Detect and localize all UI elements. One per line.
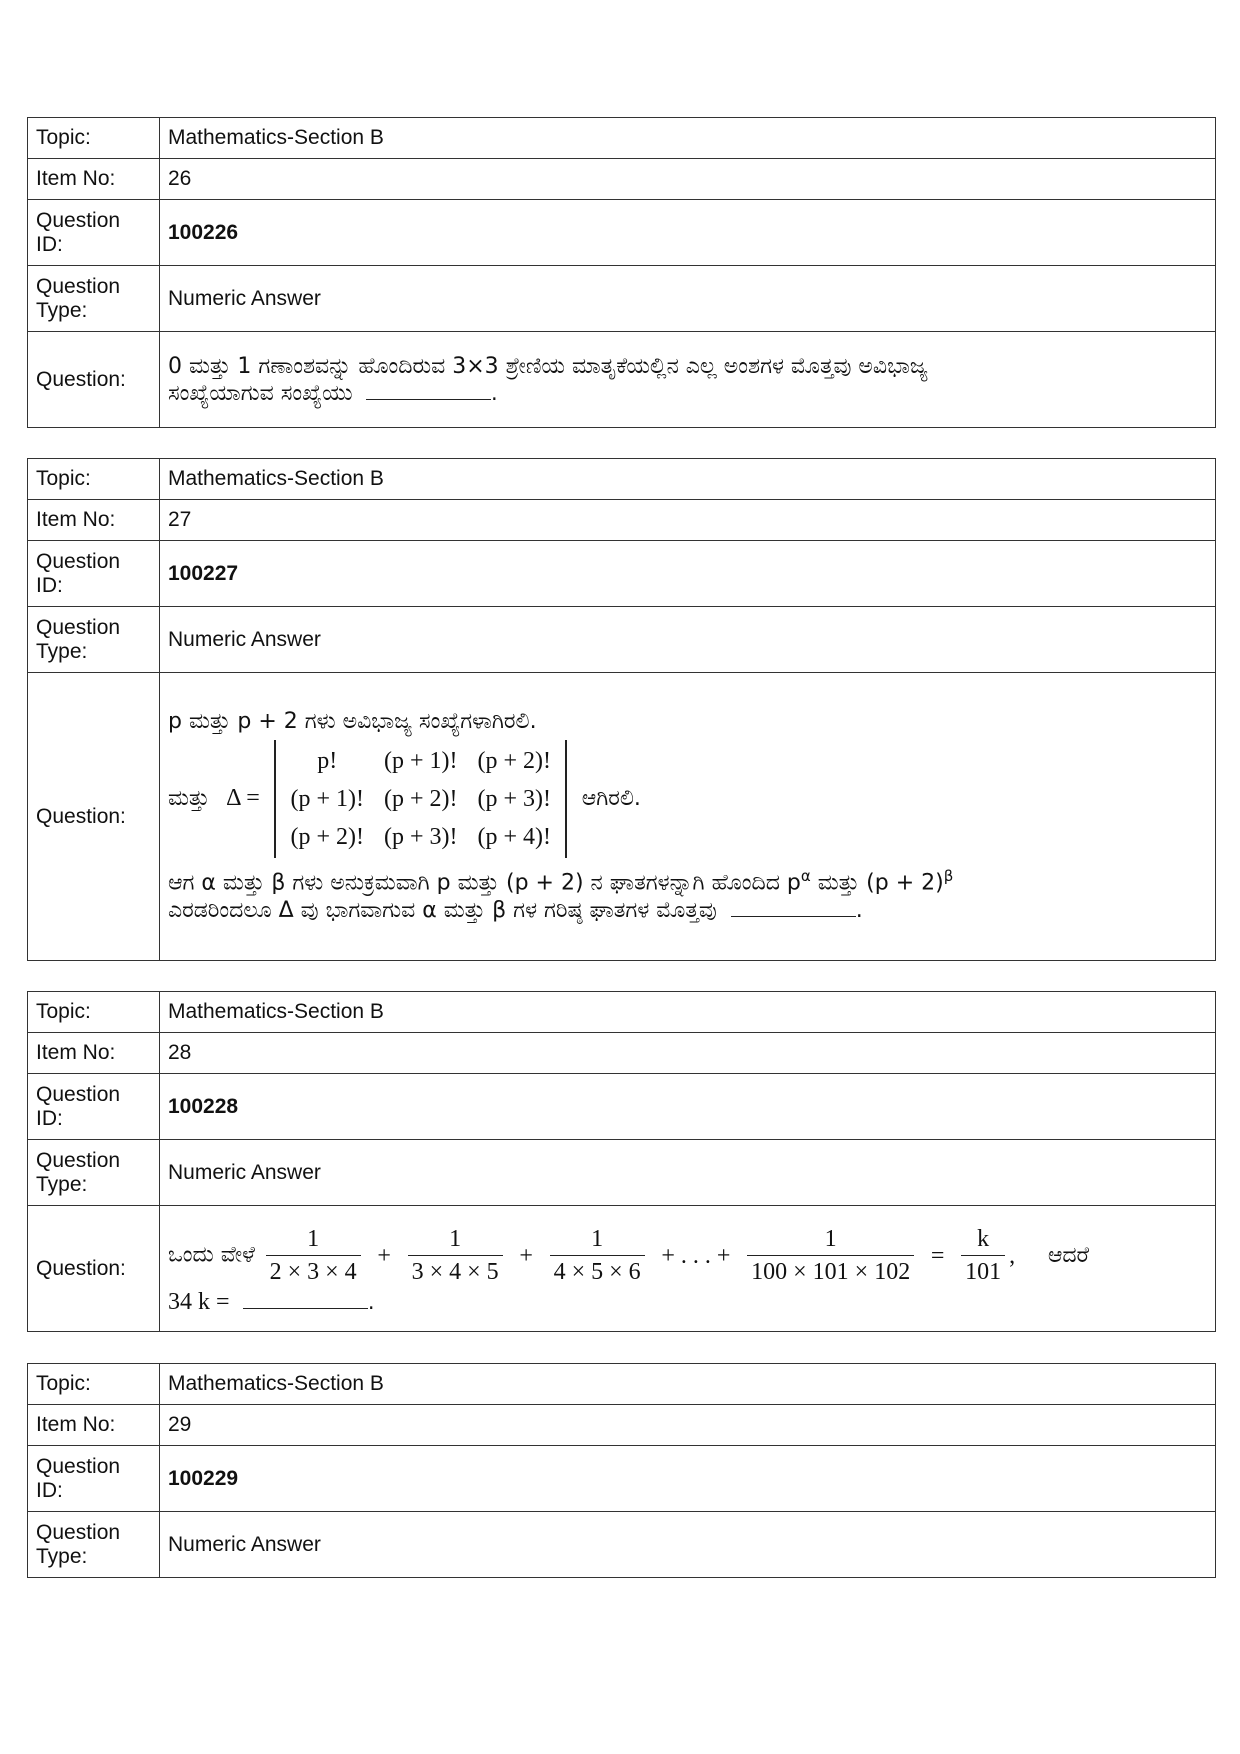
question-type-label: Question Type:	[28, 607, 160, 673]
fraction	[747, 1223, 914, 1288]
item-no-value: 26	[160, 159, 1216, 200]
det-cell: (p + 1)!	[290, 786, 364, 813]
numerator: 1	[591, 1226, 604, 1252]
period: .	[490, 380, 498, 405]
period: .	[367, 1290, 375, 1314]
question-label: Question:	[28, 332, 160, 428]
topic-label: Topic:	[28, 118, 160, 159]
line3-part-b: ಮತ್ತು (p + 2)	[810, 870, 944, 896]
determinant	[274, 740, 567, 858]
line4-text: ಎರಡರಿಂದಲೂ Δ ವು ಭಾಗವಾಗುವ α ಮತ್ತು β ಗಳ ಗರಿಷ್ಠ ಘಾತಗಳ ಮೊತ್ತವು	[168, 897, 717, 923]
item-no-label: Item No:	[28, 1033, 160, 1074]
beta-superscript: β	[943, 867, 954, 886]
line3-part-a: ಆಗ α ಮತ್ತು β ಗಳು ಅನುಕ್ರಮವಾಗಿ p ಮತ್ತು (p + 2) ನ ಘಾತಗಳನ್ನಾಗಿ ಹೊಂದಿದ p	[168, 870, 801, 896]
question-label: Question:	[28, 1206, 160, 1332]
item-no-label: Item No:	[28, 500, 160, 541]
question-text	[160, 1206, 1216, 1332]
question-line-1: p ಮತ್ತು p + 2 ಗಳು ಅವಿಭಾಜ್ಯ ಸಂಖ್ಯೆಗಳಾಗಿರಲಿ.	[168, 709, 537, 735]
question-text	[160, 332, 1216, 428]
question-block-29	[27, 1363, 1216, 1578]
det-cell: (p + 3)!	[477, 786, 552, 813]
answer-blank	[731, 896, 856, 917]
numerator: 1	[307, 1226, 320, 1252]
question-id-label: Question ID:	[28, 1074, 160, 1140]
ellipsis-plus: + . . . +	[661, 1242, 731, 1269]
alpha-superscript: α	[800, 867, 811, 886]
fraction	[550, 1223, 645, 1288]
determinant-line	[168, 740, 1207, 858]
topic-label: Topic:	[28, 992, 160, 1033]
item-no-value: 27	[160, 500, 1216, 541]
question-block-28	[27, 991, 1216, 1332]
topic-label: Topic:	[28, 459, 160, 500]
period: .	[855, 897, 863, 923]
question-line-1: 0 ಮತ್ತು 1 ಗಣಾಂಶವನ್ನು ಹೊಂದಿರುವ 3×3 ಶ್ರೇಣಿಯ ಮಾತೃಕೆಯಲ್ಲಿನ ಎಲ್ಲ ಅಂಶಗಳ ಮೊತ್ತವು ಅವಿಭಾಜ್ಯ	[168, 353, 928, 379]
question-id-value: 100228	[160, 1074, 1216, 1140]
plus-sign: +	[377, 1242, 391, 1269]
question-line-2	[168, 1288, 1207, 1314]
question-type-label: Question Type:	[28, 1512, 160, 1578]
denominator: 100 × 101 × 102	[747, 1255, 914, 1288]
topic-value: Mathematics-Section B	[160, 992, 1216, 1033]
question-id-value: 100226	[160, 200, 1216, 266]
question-id-label: Question ID:	[28, 200, 160, 266]
equals-sign: =	[930, 1242, 945, 1269]
answer-blank	[366, 379, 491, 400]
denominator: 3 × 4 × 5	[408, 1255, 503, 1288]
item-no-label: Item No:	[28, 1405, 160, 1446]
question-type-value: Numeric Answer	[160, 1140, 1216, 1206]
pre-det-text: ಮತ್ತು	[168, 786, 210, 812]
question-id-value: 100229	[160, 1446, 1216, 1512]
prefix-text: ಒಂದು ವೇಳೆ	[168, 1242, 255, 1268]
topic-value: Mathematics-Section B	[160, 118, 1216, 159]
question-id-label: Question ID:	[28, 541, 160, 607]
question-id-value: 100227	[160, 541, 1216, 607]
det-cell: (p + 1)!	[384, 748, 458, 775]
item-no-label: Item No:	[28, 159, 160, 200]
question-type-value: Numeric Answer	[160, 1512, 1216, 1578]
question-line-2: ಸಂಖ್ಯೆಯಾಗುವ ಸಂಖ್ಯೆಯು	[168, 380, 353, 406]
question-type-label: Question Type:	[28, 1140, 160, 1206]
question-type-value: Numeric Answer	[160, 607, 1216, 673]
question-line-3	[168, 864, 1207, 895]
question-block-27	[27, 458, 1216, 961]
item-no-value: 29	[160, 1405, 1216, 1446]
numerator: 1	[824, 1226, 837, 1252]
line2-text: 34 k =	[168, 1289, 230, 1315]
delta-equals: Δ =	[226, 785, 260, 812]
denominator: 4 × 5 × 6	[550, 1255, 645, 1288]
answer-blank	[243, 1288, 368, 1309]
result-fraction	[961, 1223, 1005, 1288]
suffix-text: ಆದರೆ	[1047, 1242, 1090, 1268]
question-text	[160, 673, 1216, 961]
det-cell: (p + 2)!	[477, 748, 552, 775]
question-line-4	[168, 896, 1207, 923]
question-type-value: Numeric Answer	[160, 266, 1216, 332]
numerator: k	[977, 1226, 990, 1252]
question-id-label: Question ID:	[28, 1446, 160, 1512]
plus-sign: +	[519, 1242, 533, 1269]
denominator: 101	[961, 1255, 1005, 1288]
det-cell: (p + 4)!	[477, 824, 552, 851]
topic-value: Mathematics-Section B	[160, 459, 1216, 500]
item-no-value: 28	[160, 1033, 1216, 1074]
question-block-26	[27, 117, 1216, 428]
comma: ,	[1009, 1242, 1016, 1269]
numerator: 1	[449, 1226, 462, 1252]
series-equation	[168, 1223, 1207, 1288]
post-det-text: ಆಗಿರಲಿ.	[581, 786, 641, 812]
question-label: Question:	[28, 673, 160, 961]
denominator: 2 × 3 × 4	[266, 1255, 361, 1288]
det-cell: (p + 2)!	[384, 786, 458, 813]
det-cell: (p + 3)!	[384, 824, 458, 851]
det-cell: (p + 2)!	[290, 824, 364, 851]
topic-label: Topic:	[28, 1364, 160, 1405]
topic-value: Mathematics-Section B	[160, 1364, 1216, 1405]
question-type-label: Question Type:	[28, 266, 160, 332]
fraction	[266, 1223, 361, 1288]
det-cell: p!	[317, 748, 338, 775]
fraction	[408, 1223, 503, 1288]
